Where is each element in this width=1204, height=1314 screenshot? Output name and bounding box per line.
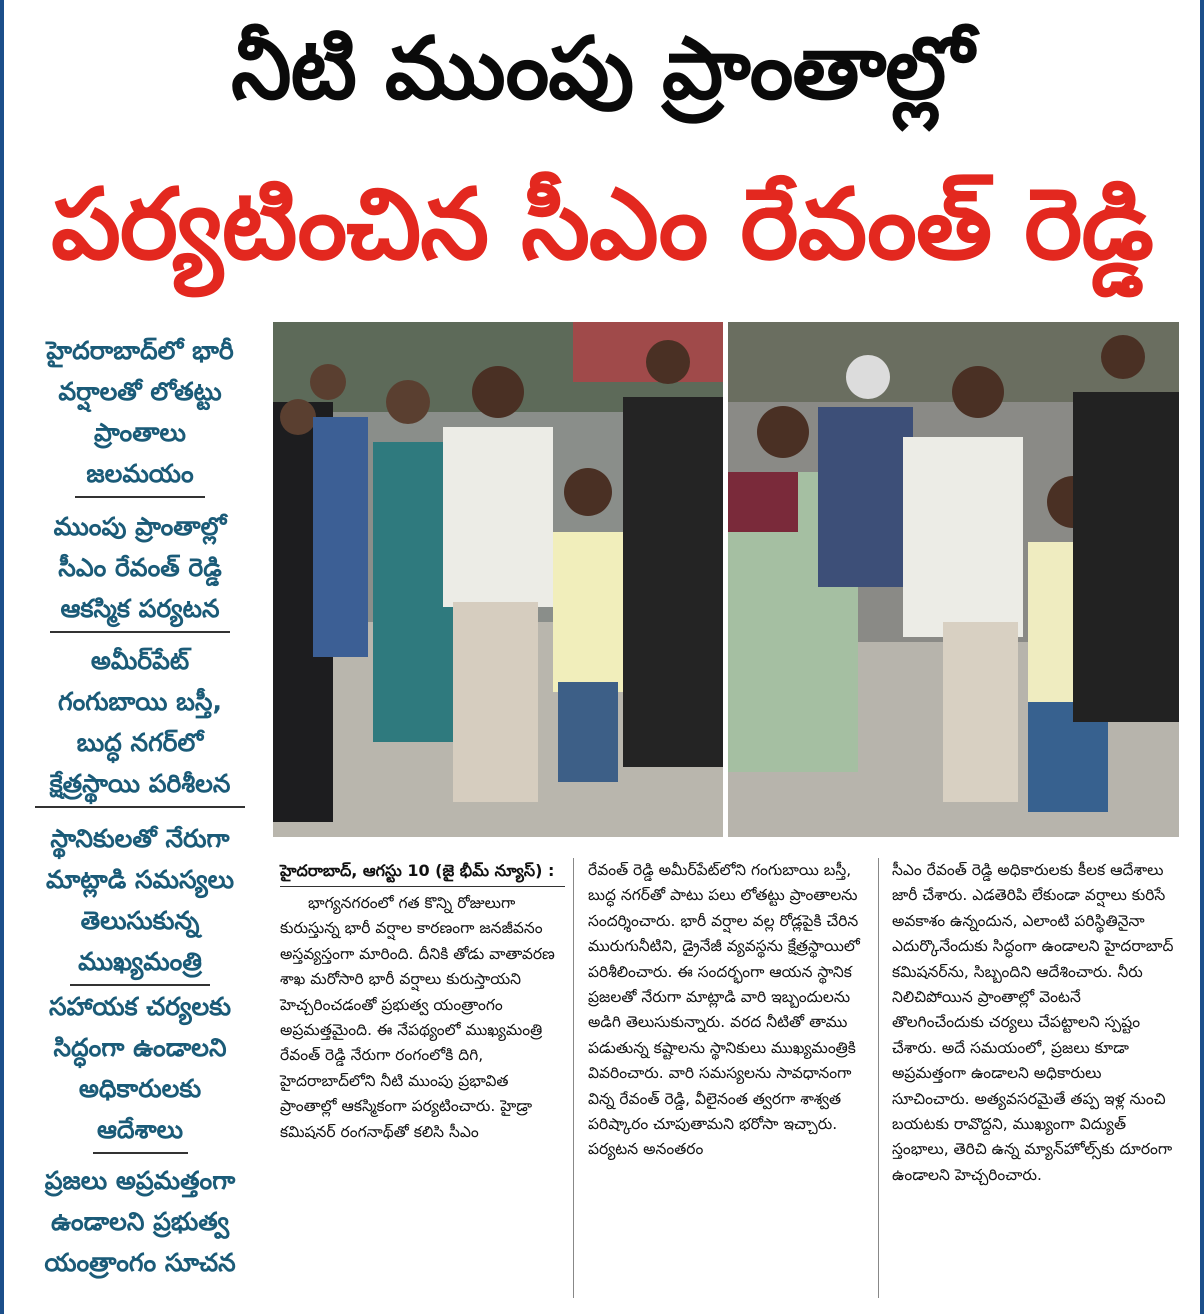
key-point-line: హైదరాబాద్‌లో భారీ [46, 336, 234, 365]
key-point-divider [35, 806, 245, 808]
article-body [270, 858, 1185, 1298]
key-point-line: ఆదేశాలు [96, 1115, 184, 1144]
key-point-line: తెలుసుకున్న [80, 906, 200, 935]
key-point-line: క్షేత్రస్థాయి పరిశీలన [49, 769, 231, 798]
key-point-line: ఆకస్మిక పర్యటన [60, 594, 220, 623]
key-point-6 [20, 1160, 260, 1283]
key-point-line: ప్రజలు అప్రమత్తంగా [44, 1166, 236, 1195]
key-point-divider [93, 1152, 188, 1154]
news-photos [273, 322, 1179, 837]
key-point-divider [50, 631, 230, 633]
key-point-line: ముంపు ప్రాంతాల్లో [53, 512, 227, 541]
key-point-line: వర్షాలతో లోతట్టు [58, 377, 222, 406]
key-points-sidebar [20, 330, 260, 1290]
key-point-2 [20, 506, 260, 633]
key-point-line: బుద్ధ నగర్‌లో [76, 728, 204, 757]
key-point-line: గంగుబాయి బస్తీ, [58, 687, 222, 716]
key-point-1 [20, 330, 260, 498]
key-point-line: యంత్రాంగం సూచన [44, 1248, 236, 1277]
column-divider [878, 858, 879, 1298]
key-point-line: సిద్ధంగా ఉండాలని [53, 1033, 227, 1062]
key-point-line: ముఖ్యమంత్రి [78, 947, 202, 976]
photo-cm-greeting-woman [728, 322, 1179, 837]
key-point-line: సహాయక చర్యలకు [49, 992, 231, 1021]
key-point-line: సీఎం రేవంత్ రెడ్డి [58, 553, 222, 582]
key-point-line: అమీర్‌పేట్ [90, 646, 190, 675]
article-paragraph: భాగ్యనగరంలో గత కొన్ని రోజులుగా కురుస్తున్న భారీ వర్షాల కారణంగా జనజీవనం అస్తవ్యస్తంగా మారింది. దీనికి తోడు వాతావరణ శాఖ మరోసారి భారీ వర్షాలు కురుస్తాయని హెచ్చరించడంతో ప్రభుత్వ యంత్రాంగం అప్రమత్తమైంది. ఈ నేపథ్యంలో ముఖ్యమంత్రి రేవంత్ రెడ్డి నేరుగా రంగంలోకి దిగి, హైదరాబాద్‌లోని నీటి ముంపు ప్రభావిత ప్రాంతాల్లో ఆకస్మికంగా పర్యటించారు. హైడ్రా కమిషనర్ రంగనాథ్‌తో కలిసి సీఎం [280, 894, 555, 1141]
article-paragraph: రేవంత్ రెడ్డి అమీర్‌పేట్‌లోని గంగుబాయి బస్తీ, బుద్ధ నగర్‌తో పాటు పలు లోతట్టు ప్రాంతాలను సందర్శించారు. భారీ వర్షాల వల్ల రోడ్లపైకి చేరిన మురుగునీటిని, డ్రైనేజీ వ్యవస్థను క్షేత్రస్థాయిలో పరిశీలించారు. ఈ సందర్భంగా ఆయన స్థానిక ప్రజలతో నేరుగా మాట్లాడి వారి ఇబ్బందులను అడిగి తెలుసుకున్నారు. వరద నీటితో తాము పడుతున్న కష్టాలను స్థానికులు ముఖ్యమంత్రికి వివరించారు. వారి సమస్యలను సావధానంగా విన్న రేవంత్ రెడ్డి, వీలైనంత త్వరగా శాశ్వత పరిష్కారం చూపుతామని భరోసా ఇచ్చారు. పర్యటన అనంతరం [588, 861, 860, 1159]
article-dateline: హైదరాబాద్, ఆగస్టు 10 (జై భీమ్ న్యూస్) : [280, 858, 565, 887]
key-point-3 [20, 640, 260, 808]
article-paragraph: సీఎం రేవంత్ రెడ్డి అధికారులకు కీలక ఆదేశాలు జారీ చేశారు. ఎడతెరిపి లేకుండా వర్షాలు కురిసే అవకాశం ఉన్నందున, ఎలాంటి పరిస్థితినైనా ఎదుర్కొనేందుకు సిద్ధంగా ఉండాలని హైదరాబాద్ కమిషనర్‌ను, సిబ్బందిని ఆదేశించారు. నీరు నిలిచిపోయిన ప్రాంతాల్లో వెంటనే తొలగించేందుకు చర్యలు చేపట్టాలని స్పష్టం చేశారు. అదే సమయంలో, ప్రజలు కూడా అప్రమత్తంగా ఉండాలని అధికారులు సూచించారు. అత్యవసరమైతే తప్ప ఇళ్ల నుంచి బయటకు రావొద్దని, ముఖ్యంగా విద్యుత్ స్తంభాలు, తెరిచి ఉన్న మ్యాన్‌హోల్స్‌కు దూరంగా ఉండాలని హెచ్చరించారు. [892, 861, 1174, 1184]
key-point-5 [20, 986, 260, 1154]
key-point-line: జలమయం [86, 459, 194, 488]
article-column-1 [280, 858, 565, 1145]
key-point-line: స్థానికులతో నేరుగా [50, 824, 230, 853]
key-point-line: మాట్లాడి సమస్యలు [45, 865, 235, 894]
key-point-line: అధికారులకు [78, 1074, 202, 1103]
column-divider [573, 858, 574, 1298]
article-column-3 [892, 858, 1177, 1188]
key-point-4 [20, 818, 260, 986]
key-point-divider [75, 496, 205, 498]
key-point-line: ప్రాంతాలు [94, 418, 186, 447]
headline-line-1: నీటి ముంపు ప్రాంతాల్లో [231, 19, 973, 119]
key-point-line: ఉండాలని ప్రభుత్వ [50, 1207, 230, 1236]
article-column-2 [588, 858, 873, 1163]
photo-cm-walking-with-boy [273, 322, 723, 837]
headline-line-2: పర్యటించిన సీఎం రేవంత్ రెడ్డి [51, 168, 1153, 282]
